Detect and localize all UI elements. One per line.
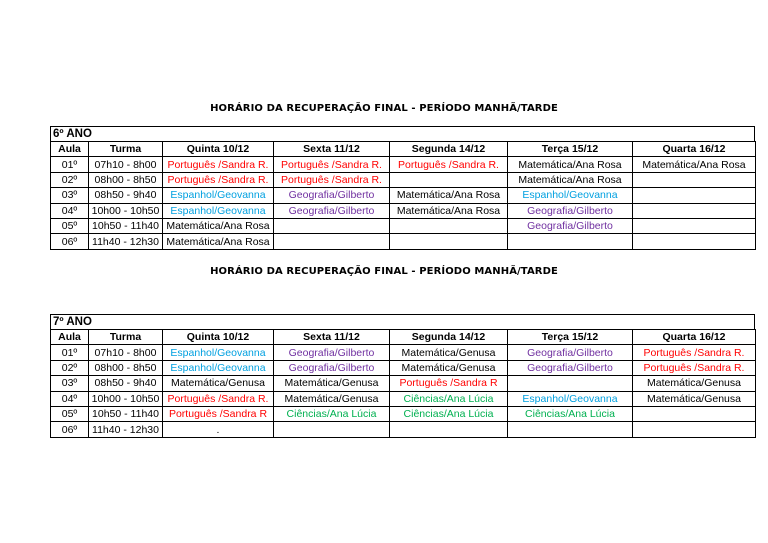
- schedule-title-7: HORÁRIO DA RECUPERAÇÃO FINAL - PERÍODO MANHÃ/TARDE: [210, 266, 558, 277]
- schedule-title-6: HORÁRIO DA RECUPERAÇÃO FINAL - PERÍODO MANHÃ/TARDE: [210, 103, 558, 114]
- schedule-cell: Português /Sandra R.: [274, 172, 390, 187]
- turma-cell: 07h10 - 8h00: [89, 345, 163, 360]
- column-header: Sexta 11/12: [274, 330, 390, 345]
- column-header: Segunda 14/12: [390, 142, 508, 157]
- schedule-cell: Ciências/Ana Lúcia: [390, 406, 508, 421]
- schedule-cell: Geografia/Gilberto: [274, 188, 390, 203]
- grade-6-label: 6º ANO: [50, 126, 755, 141]
- turma-cell: 10h00 - 10h50: [89, 391, 163, 406]
- aula-cell: 02º: [51, 360, 89, 375]
- turma-cell: 08h00 - 8h50: [89, 360, 163, 375]
- schedule-cell: Português /Sandra R.: [274, 157, 390, 172]
- schedule-cell: [390, 218, 508, 233]
- schedule-cell: Geografia/Gilberto: [508, 345, 633, 360]
- schedule-cell: Português /Sandra R.: [633, 345, 756, 360]
- turma-cell: 08h00 - 8h50: [89, 172, 163, 187]
- schedule-cell: Ciências/Ana Lúcia: [508, 406, 633, 421]
- aula-cell: 05º: [51, 406, 89, 421]
- schedule-cell: Ciências/Ana Lúcia: [274, 406, 390, 421]
- table-row: [51, 360, 756, 375]
- turma-cell: 10h00 - 10h50: [89, 203, 163, 218]
- column-header: Terça 15/12: [508, 330, 633, 345]
- schedule-cell: Matemática/Ana Rosa: [508, 172, 633, 187]
- schedule-cell: [508, 376, 633, 391]
- column-header: Quinta 10/12: [163, 330, 274, 345]
- column-header: Quarta 16/12: [633, 142, 756, 157]
- table-row: [51, 188, 756, 203]
- table-row: [51, 203, 756, 218]
- header-row: [51, 330, 756, 345]
- column-header: Segunda 14/12: [390, 330, 508, 345]
- aula-cell: 02º: [51, 172, 89, 187]
- schedule-cell: Espanhol/Geovanna: [163, 203, 274, 218]
- aula-cell: 05º: [51, 218, 89, 233]
- schedule-cell: Português /Sandra R.: [633, 360, 756, 375]
- schedule-cell: [390, 422, 508, 437]
- schedule-cell: Matemática/Ana Rosa: [633, 157, 756, 172]
- schedule-cell: Matemática/Ana Rosa: [390, 188, 508, 203]
- schedule-cell: [274, 218, 390, 233]
- aula-cell: 06º: [51, 422, 89, 437]
- column-header: Quinta 10/12: [163, 142, 274, 157]
- schedule-cell: Geografia/Gilberto: [508, 360, 633, 375]
- schedule-cell: [508, 234, 633, 249]
- schedule-cell: Matemática/Genusa: [633, 376, 756, 391]
- schedule-cell: Geografia/Gilberto: [274, 203, 390, 218]
- turma-cell: 07h10 - 8h00: [89, 157, 163, 172]
- schedule-cell: [274, 234, 390, 249]
- aula-cell: 03º: [51, 188, 89, 203]
- grade-7-block: [50, 314, 755, 438]
- schedule-cell: .: [163, 422, 274, 437]
- aula-cell: 03º: [51, 376, 89, 391]
- schedule-cell: Geografia/Gilberto: [274, 360, 390, 375]
- schedule-cell: Geografia/Gilberto: [508, 218, 633, 233]
- grade-6-table: [50, 141, 756, 250]
- schedule-cell: Espanhol/Geovanna: [163, 360, 274, 375]
- schedule-cell: Espanhol/Geovanna: [163, 188, 274, 203]
- schedule-cell: [274, 422, 390, 437]
- aula-cell: 04º: [51, 203, 89, 218]
- schedule-cell: [508, 422, 633, 437]
- column-header: Aula: [58, 331, 81, 344]
- column-header: Aula: [58, 143, 81, 156]
- turma-cell: 08h50 - 9h40: [89, 188, 163, 203]
- turma-cell: 11h40 - 12h30: [89, 234, 163, 249]
- schedule-cell: Espanhol/Geovanna: [508, 391, 633, 406]
- schedule-cell: [633, 406, 756, 421]
- schedule-cell: Português /Sandra R.: [163, 157, 274, 172]
- schedule-cell: Matemática/Genusa: [274, 391, 390, 406]
- schedule-cell: Espanhol/Geovanna: [163, 345, 274, 360]
- schedule-cell: Matemática/Ana Rosa: [163, 218, 274, 233]
- turma-cell: 10h50 - 11h40: [89, 406, 163, 421]
- turma-cell: 11h40 - 12h30: [89, 422, 163, 437]
- schedule-cell: Matemática/Ana Rosa: [163, 234, 274, 249]
- column-header: Terça 15/12: [508, 142, 633, 157]
- aula-cell: 01º: [51, 345, 89, 360]
- schedule-cell: Matemática/Genusa: [163, 376, 274, 391]
- schedule-cell: Ciências/Ana Lúcia: [390, 391, 508, 406]
- schedule-cell: [633, 188, 756, 203]
- aula-cell: 06º: [51, 234, 89, 249]
- table-row: [51, 406, 756, 421]
- column-header: Turma: [89, 330, 163, 345]
- schedule-cell: [390, 172, 508, 187]
- schedule-cell: Matemática/Genusa: [274, 376, 390, 391]
- schedule-cell: Espanhol/Geovanna: [508, 188, 633, 203]
- table-row: [51, 391, 756, 406]
- header-row: [51, 142, 756, 157]
- schedule-cell: Português /Sandra R.: [390, 157, 508, 172]
- table-row: [51, 234, 756, 249]
- turma-cell: 10h50 - 11h40: [89, 218, 163, 233]
- schedule-cell: [633, 203, 756, 218]
- schedule-cell: [633, 422, 756, 437]
- table-row: [51, 422, 756, 437]
- schedule-cell: [390, 234, 508, 249]
- schedule-cell: Matemática/Ana Rosa: [508, 157, 633, 172]
- aula-cell: 01º: [51, 157, 89, 172]
- schedule-cell: Matemática/Genusa: [390, 360, 508, 375]
- schedule-cell: [633, 234, 756, 249]
- table-row: [51, 345, 756, 360]
- aula-cell: 04º: [51, 391, 89, 406]
- schedule-cell: [633, 218, 756, 233]
- schedule-cell: Português /Sandra R: [163, 406, 274, 421]
- schedule-cell: Geografia/Gilberto: [274, 345, 390, 360]
- schedule-cell: [633, 172, 756, 187]
- grade-7-table: [50, 329, 756, 438]
- column-header: Turma: [89, 142, 163, 157]
- table-row: [51, 172, 756, 187]
- column-header: Quarta 16/12: [633, 330, 756, 345]
- table-row: [51, 157, 756, 172]
- schedule-cell: Português /Sandra R: [390, 376, 508, 391]
- schedule-cell: Português /Sandra R.: [163, 172, 274, 187]
- schedule-cell: Geografia/Gilberto: [508, 203, 633, 218]
- table-row: [51, 376, 756, 391]
- turma-cell: 08h50 - 9h40: [89, 376, 163, 391]
- schedule-cell: Português /Sandra R.: [163, 391, 274, 406]
- grade-7-label: 7º ANO: [50, 314, 755, 329]
- schedule-cell: Matemática/Genusa: [390, 345, 508, 360]
- table-row: [51, 218, 756, 233]
- grade-6-block: [50, 126, 755, 250]
- schedule-cell: Matemática/Ana Rosa: [390, 203, 508, 218]
- schedule-cell: Matemática/Genusa: [633, 391, 756, 406]
- column-header: Sexta 11/12: [274, 142, 390, 157]
